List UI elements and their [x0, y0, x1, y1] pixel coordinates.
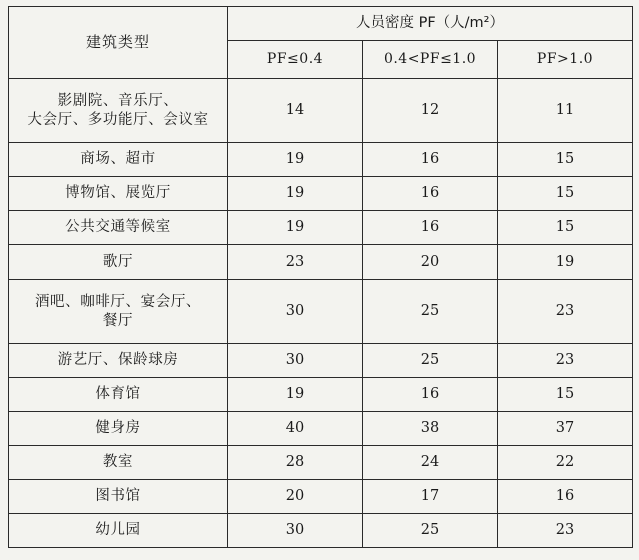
table-row — [9, 378, 633, 412]
density-mid-cell: 24 — [363, 446, 498, 480]
density-high-cell: 11 — [498, 79, 633, 143]
density-mid-cell: 25 — [363, 514, 498, 548]
building-type-cell — [9, 79, 228, 143]
density-low-cell: 19 — [228, 211, 363, 245]
building-type-cell — [9, 280, 228, 344]
table-row — [9, 211, 633, 245]
density-low-cell: 20 — [228, 480, 363, 514]
building-type-label: 图书馆 — [95, 488, 141, 505]
density-high-cell: 15 — [498, 378, 633, 412]
building-type-label: 餐厅 — [102, 312, 134, 329]
table-row — [9, 143, 633, 177]
table-body — [9, 79, 633, 548]
density-low-cell: 40 — [228, 412, 363, 446]
density-high-cell: 15 — [498, 177, 633, 211]
density-low-cell: 30 — [228, 344, 363, 378]
range-header-mid: 0.4<PF≤1.0 — [363, 41, 498, 79]
range-header-high: PF>1.0 — [498, 41, 633, 79]
density-table — [8, 6, 633, 548]
density-mid-cell: 25 — [363, 280, 498, 344]
density-mid-cell: 16 — [363, 177, 498, 211]
building-type-cell — [9, 514, 228, 548]
table-row — [9, 177, 633, 211]
density-low-cell: 14 — [228, 79, 363, 143]
table-header — [9, 7, 633, 79]
density-mid-cell: 12 — [363, 79, 498, 143]
density-high-cell: 23 — [498, 344, 633, 378]
building-type-label: 游艺厅、保龄球房 — [57, 352, 179, 369]
density-mid-cell: 20 — [363, 245, 498, 280]
density-high-cell: 23 — [498, 280, 633, 344]
building-type-label: 影剧院、音乐厅、 — [57, 93, 179, 110]
density-mid-cell: 25 — [363, 344, 498, 378]
density-low-cell: 19 — [228, 378, 363, 412]
table-row — [9, 514, 633, 548]
table-row — [9, 280, 633, 344]
building-type-cell — [9, 480, 228, 514]
density-low-cell: 23 — [228, 245, 363, 280]
building-type-label: 博物馆、展览厅 — [65, 185, 171, 202]
density-low-cell: 19 — [228, 177, 363, 211]
density-high-cell: 23 — [498, 514, 633, 548]
building-type-cell — [9, 344, 228, 378]
building-type-label: 商场、超市 — [80, 151, 156, 168]
density-high-cell: 16 — [498, 480, 633, 514]
table-row — [9, 79, 633, 143]
density-mid-cell: 17 — [363, 480, 498, 514]
building-type-cell — [9, 446, 228, 480]
building-type-cell — [9, 412, 228, 446]
table-row — [9, 446, 633, 480]
building-type-cell — [9, 177, 228, 211]
building-type-label: 健身房 — [95, 420, 141, 437]
building-type-cell — [9, 143, 228, 177]
table-row — [9, 480, 633, 514]
table-row — [9, 245, 633, 280]
building-type-cell — [9, 211, 228, 245]
density-low-cell: 19 — [228, 143, 363, 177]
density-mid-cell: 16 — [363, 143, 498, 177]
building-type-header: 建筑类型 — [9, 7, 228, 79]
density-mid-cell: 16 — [363, 378, 498, 412]
building-type-label: 教室 — [102, 454, 134, 471]
building-type-label: 体育馆 — [95, 386, 141, 403]
density-high-cell: 15 — [498, 211, 633, 245]
range-header-low: PF≤0.4 — [228, 41, 363, 79]
density-mid-cell: 38 — [363, 412, 498, 446]
building-type-cell — [9, 378, 228, 412]
occupant-density-header: 人员密度 PF（人/m²） — [228, 7, 633, 41]
density-high-cell: 22 — [498, 446, 633, 480]
building-type-label: 歌厅 — [102, 253, 134, 270]
table-row — [9, 412, 633, 446]
table-row — [9, 344, 633, 378]
building-type-label: 幼儿园 — [95, 522, 141, 539]
density-low-cell: 28 — [228, 446, 363, 480]
density-low-cell: 30 — [228, 514, 363, 548]
building-type-cell — [9, 245, 228, 280]
building-type-label: 公共交通等候室 — [65, 219, 171, 236]
building-type-label: 酒吧、咖啡厅、宴会厅、 — [34, 294, 202, 311]
density-high-cell: 15 — [498, 143, 633, 177]
density-high-cell: 19 — [498, 245, 633, 280]
density-mid-cell: 16 — [363, 211, 498, 245]
density-high-cell: 37 — [498, 412, 633, 446]
building-type-label: 大会厅、多功能厅、会议室 — [27, 111, 209, 128]
density-low-cell: 30 — [228, 280, 363, 344]
